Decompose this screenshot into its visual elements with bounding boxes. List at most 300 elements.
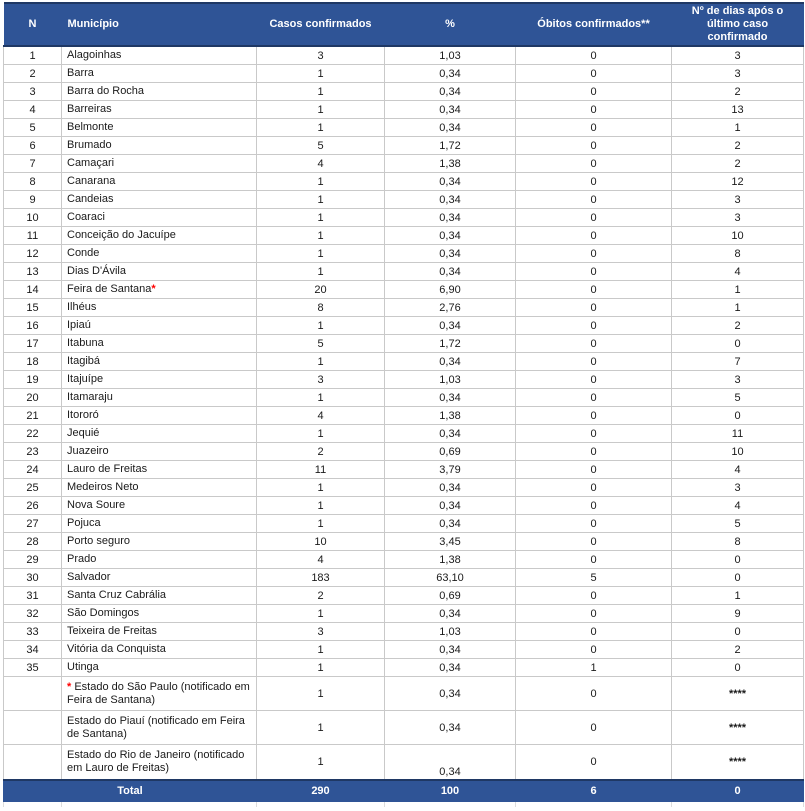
red-asterisk-prefix: * [67, 680, 75, 693]
municipio-name: Itabuna [67, 337, 104, 349]
col-header-dias-apos-ultimo-caso: Nº de dias após o último caso confirmado [672, 3, 804, 46]
cell-percent: 0,34 [385, 65, 516, 83]
cell-percent: 3,79 [385, 461, 516, 479]
cell-dias-apos-ultimo-caso: **** [672, 677, 804, 711]
col-header-obitos-confirmados: Óbitos confirmados** [516, 3, 672, 46]
cell-casos-confirmados: 1 [257, 263, 385, 281]
cell-obitos-confirmados: 0 [516, 389, 672, 407]
table-row [4, 281, 804, 299]
table-row [4, 587, 804, 605]
cell-percent: 0,34 [385, 191, 516, 209]
municipio-name: Feira de Santana [67, 283, 152, 295]
cell-obitos-confirmados: 0 [516, 407, 672, 425]
cell-percent: 1,72 [385, 335, 516, 353]
total-row [4, 780, 804, 802]
table-row [4, 119, 804, 137]
cell-dias-apos-ultimo-caso: 3 [672, 209, 804, 227]
cell-obitos-confirmados: 0 [516, 137, 672, 155]
total-percent: 100 [385, 780, 516, 802]
municipio-name: Ipiaú [67, 319, 91, 331]
table-row [4, 443, 804, 461]
table-row [4, 515, 804, 533]
cell-dias-apos-ultimo-caso: 1 [672, 587, 804, 605]
table-row [4, 407, 804, 425]
cell-n: 1 [4, 46, 62, 65]
cell-casos-confirmados: 1 [257, 353, 385, 371]
table-row [4, 137, 804, 155]
cell-municipio [62, 425, 257, 443]
municipio-name: Barra do Rocha [67, 85, 145, 97]
table-row [4, 479, 804, 497]
table-row [4, 425, 804, 443]
cell-n: 21 [4, 407, 62, 425]
cell-n: 27 [4, 515, 62, 533]
municipio-name: Medeiros Neto [67, 481, 139, 493]
table-row [4, 335, 804, 353]
col-header-casos-confirmados: Casos confirmados [257, 3, 385, 46]
cell-municipio [62, 227, 257, 245]
cell-obitos-confirmados: 0 [516, 605, 672, 623]
cell-n: 13 [4, 263, 62, 281]
cell-dias-apos-ultimo-caso: 3 [672, 191, 804, 209]
cell-n: 28 [4, 533, 62, 551]
table-row [4, 497, 804, 515]
col-header-municipio: Município [62, 3, 257, 46]
cell-obitos-confirmados: 0 [516, 461, 672, 479]
cell-obitos-confirmados: 0 [516, 227, 672, 245]
cell-n: 10 [4, 209, 62, 227]
cell-municipio [62, 281, 257, 299]
cell-dias-apos-ultimo-caso: **** [672, 711, 804, 745]
cell-dias-apos-ultimo-caso: 4 [672, 263, 804, 281]
table-row [4, 533, 804, 551]
cell-casos-confirmados: 3 [257, 46, 385, 65]
cell-casos-confirmados: 1 [257, 515, 385, 533]
cell-n [4, 677, 62, 711]
cell-dias-apos-ultimo-caso: 0 [672, 407, 804, 425]
cell-casos-confirmados: 1 [257, 83, 385, 101]
cell-percent: 0,34 [385, 389, 516, 407]
table-row [4, 245, 804, 263]
cell-percent: 0,34 [385, 209, 516, 227]
cell-casos-confirmados: 4 [257, 407, 385, 425]
table-row [4, 371, 804, 389]
total-label: Total [4, 780, 257, 802]
cell-n: 12 [4, 245, 62, 263]
cell-casos-confirmados: 1 [257, 245, 385, 263]
cell-n: 14 [4, 281, 62, 299]
cell-n: 22 [4, 425, 62, 443]
cell-municipio [62, 551, 257, 569]
cell-casos-confirmados: 1 [257, 745, 385, 781]
cell-n: 23 [4, 443, 62, 461]
table-row [4, 155, 804, 173]
cell-casos-confirmados: 3 [257, 623, 385, 641]
municipio-name: Lauro de Freitas [67, 463, 148, 475]
cell-dias-apos-ultimo-caso: 12 [672, 173, 804, 191]
cell-dias-apos-ultimo-caso: 0 [672, 335, 804, 353]
cell-casos-confirmados: 1 [257, 191, 385, 209]
cell-percent: 1,03 [385, 371, 516, 389]
table-row [4, 711, 804, 745]
cell-percent: 0,34 [385, 515, 516, 533]
cell-n: 19 [4, 371, 62, 389]
cell-dias-apos-ultimo-caso: 8 [672, 533, 804, 551]
municipio-name: Itajuípe [67, 373, 104, 385]
cell-obitos-confirmados: 0 [516, 299, 672, 317]
cell-municipio [62, 245, 257, 263]
municipio-name: Pojuca [67, 517, 101, 529]
cell-casos-confirmados: 3 [257, 371, 385, 389]
municipio-name: Porto seguro [67, 535, 130, 547]
cell-obitos-confirmados: 0 [516, 65, 672, 83]
cell-n: 6 [4, 137, 62, 155]
cell-percent: 0,34 [385, 641, 516, 659]
table-row [4, 101, 804, 119]
cell-n: 30 [4, 569, 62, 587]
cell-casos-confirmados: 2 [257, 587, 385, 605]
cell-municipio [62, 587, 257, 605]
municipio-name: Teixeira de Freitas [67, 625, 157, 637]
cell-obitos-confirmados: 0 [516, 711, 672, 745]
cell-dias-apos-ultimo-caso: 2 [672, 155, 804, 173]
cell-municipio [62, 191, 257, 209]
cell-percent: 2,76 [385, 299, 516, 317]
cell-casos-confirmados: 1 [257, 479, 385, 497]
cell-municipio [62, 335, 257, 353]
red-asterisk-suffix: * [151, 283, 156, 295]
total-dias: 0 [672, 780, 804, 802]
col-header-percent: % [385, 3, 516, 46]
cell-municipio [62, 515, 257, 533]
cell-percent: 0,69 [385, 587, 516, 605]
cell-n: 26 [4, 497, 62, 515]
cell-n: 20 [4, 389, 62, 407]
cell-municipio [62, 711, 257, 745]
cell-n: 35 [4, 659, 62, 677]
cell-percent: 0,34 [385, 353, 516, 371]
table-row [4, 641, 804, 659]
cell-casos-confirmados: 5 [257, 137, 385, 155]
cell-obitos-confirmados: 0 [516, 497, 672, 515]
cell-n: 8 [4, 173, 62, 191]
cell-municipio [62, 209, 257, 227]
table-row [4, 173, 804, 191]
cell-percent: 0,34 [385, 119, 516, 137]
cell-casos-confirmados: 1 [257, 119, 385, 137]
cell-percent: 0,34 [385, 659, 516, 677]
cell-n: 15 [4, 299, 62, 317]
municipio-name: Itamaraju [67, 391, 113, 403]
cell-n: 16 [4, 317, 62, 335]
municipio-name: Estado do Rio de Janeiro (notificado em Lauro de Freitas) [67, 749, 245, 774]
municipio-name: Juazeiro [67, 445, 109, 457]
cell-dias-apos-ultimo-caso: **** [672, 745, 804, 781]
table-row [4, 317, 804, 335]
cell-dias-apos-ultimo-caso: 9 [672, 605, 804, 623]
cell-dias-apos-ultimo-caso: 2 [672, 137, 804, 155]
cell-casos-confirmados: 1 [257, 389, 385, 407]
municipio-name: Conceição do Jacuípe [67, 229, 176, 241]
cell-municipio [62, 623, 257, 641]
cell-obitos-confirmados: 0 [516, 641, 672, 659]
cell-municipio [62, 46, 257, 65]
cell-municipio [62, 65, 257, 83]
cell-n: 2 [4, 65, 62, 83]
cell-obitos-confirmados: 0 [516, 83, 672, 101]
municipio-name: Jequié [67, 427, 100, 439]
cell-n: 29 [4, 551, 62, 569]
table-row [4, 191, 804, 209]
cell-casos-confirmados: 1 [257, 677, 385, 711]
cell-dias-apos-ultimo-caso: 13 [672, 101, 804, 119]
cell-casos-confirmados: 183 [257, 569, 385, 587]
cell-obitos-confirmados: 5 [516, 569, 672, 587]
cell-n: 11 [4, 227, 62, 245]
cell-percent: 0,34 [385, 479, 516, 497]
municipio-name: Itagibá [67, 355, 101, 367]
municipio-name: Estado do Piauí (notificado em Feira de Santana) [67, 714, 245, 740]
cell-municipio [62, 173, 257, 191]
cell-dias-apos-ultimo-caso: 10 [672, 227, 804, 245]
municipio-name: São Domingos [67, 607, 140, 619]
cell-percent: 0,34 [385, 263, 516, 281]
cell-casos-confirmados: 4 [257, 155, 385, 173]
cell-casos-confirmados: 4 [257, 551, 385, 569]
municipio-name: Vitória da Conquista [67, 643, 166, 655]
cell-dias-apos-ultimo-caso: 4 [672, 497, 804, 515]
table-row [4, 551, 804, 569]
cell-dias-apos-ultimo-caso: 5 [672, 389, 804, 407]
cell-municipio [62, 443, 257, 461]
cell-n: 25 [4, 479, 62, 497]
cell-municipio [62, 407, 257, 425]
cell-percent: 1,03 [385, 623, 516, 641]
municipio-name: Prado [67, 553, 97, 565]
cell-dias-apos-ultimo-caso: 0 [672, 569, 804, 587]
cell-municipio [62, 263, 257, 281]
cell-dias-apos-ultimo-caso: 1 [672, 299, 804, 317]
municipio-name: Barra [67, 67, 94, 79]
cell-percent: 0,69 [385, 443, 516, 461]
cell-municipio [62, 533, 257, 551]
table-row [4, 569, 804, 587]
cell-obitos-confirmados: 0 [516, 425, 672, 443]
cell-municipio [62, 137, 257, 155]
cell-dias-apos-ultimo-caso: 11 [672, 425, 804, 443]
municipio-name: Alagoinhas [67, 49, 122, 61]
table-row [4, 659, 804, 677]
municipio-name: Itororó [67, 409, 99, 421]
cell-obitos-confirmados: 0 [516, 209, 672, 227]
cell-casos-confirmados: 1 [257, 659, 385, 677]
cell-n: 33 [4, 623, 62, 641]
cell-n: 24 [4, 461, 62, 479]
total-obitos: 6 [516, 780, 672, 802]
cell-percent: 6,90 [385, 281, 516, 299]
cell-obitos-confirmados: 0 [516, 245, 672, 263]
cell-obitos-confirmados: 1 [516, 659, 672, 677]
municipio-name: Ilhéus [67, 301, 97, 313]
cell-obitos-confirmados: 0 [516, 317, 672, 335]
cell-percent: 0,34 [385, 101, 516, 119]
municipio-name: Barreiras [67, 103, 112, 115]
cell-percent: 0,34 [385, 173, 516, 191]
cell-casos-confirmados: 1 [257, 711, 385, 745]
cell-municipio [62, 569, 257, 587]
cell-obitos-confirmados: 0 [516, 191, 672, 209]
table-row [4, 461, 804, 479]
cell-casos-confirmados: 1 [257, 173, 385, 191]
cell-n: 34 [4, 641, 62, 659]
cell-casos-confirmados: 1 [257, 101, 385, 119]
cell-municipio [62, 461, 257, 479]
cell-dias-apos-ultimo-caso: 0 [672, 551, 804, 569]
cell-dias-apos-ultimo-caso: 7 [672, 353, 804, 371]
cell-municipio [62, 299, 257, 317]
cell-n: 17 [4, 335, 62, 353]
cell-municipio [62, 155, 257, 173]
cell-n: 31 [4, 587, 62, 605]
cell-casos-confirmados: 1 [257, 425, 385, 443]
cell-percent: 0,34 [385, 711, 516, 745]
cell-casos-confirmados: 1 [257, 65, 385, 83]
cell-percent: 63,10 [385, 569, 516, 587]
partial-next-row [4, 802, 804, 808]
cell-casos-confirmados: 1 [257, 209, 385, 227]
cell-municipio [62, 479, 257, 497]
cell-casos-confirmados: 1 [257, 227, 385, 245]
cell-percent: 0,34 [385, 605, 516, 623]
cell-dias-apos-ultimo-caso: 10 [672, 443, 804, 461]
cell-percent: 0,34 [385, 745, 516, 781]
cell-casos-confirmados: 1 [257, 641, 385, 659]
cell-percent: 0,34 [385, 317, 516, 335]
cell-n [4, 745, 62, 781]
cell-n: 32 [4, 605, 62, 623]
cell-obitos-confirmados: 0 [516, 479, 672, 497]
cell-percent: 0,34 [385, 677, 516, 711]
cell-municipio [62, 317, 257, 335]
cell-casos-confirmados: 1 [257, 497, 385, 515]
cell-dias-apos-ultimo-caso: 3 [672, 65, 804, 83]
cell-municipio [62, 353, 257, 371]
table-row [4, 353, 804, 371]
cell-percent: 0,34 [385, 497, 516, 515]
cell-dias-apos-ultimo-caso: 2 [672, 641, 804, 659]
cell-percent: 1,38 [385, 407, 516, 425]
cell-obitos-confirmados: 0 [516, 353, 672, 371]
table-row [4, 745, 804, 781]
cell-obitos-confirmados: 0 [516, 335, 672, 353]
cell-dias-apos-ultimo-caso: 2 [672, 83, 804, 101]
cell-obitos-confirmados: 0 [516, 46, 672, 65]
municipio-name: Salvador [67, 571, 111, 583]
municipio-name: Camaçari [67, 157, 115, 169]
municipio-name: Santa Cruz Cabrália [67, 589, 167, 601]
table-row [4, 623, 804, 641]
cell-obitos-confirmados: 0 [516, 587, 672, 605]
cell-n: 18 [4, 353, 62, 371]
cell-obitos-confirmados: 0 [516, 263, 672, 281]
cell-obitos-confirmados: 0 [516, 173, 672, 191]
cell-municipio [62, 101, 257, 119]
cell-percent: 1,72 [385, 137, 516, 155]
cell-casos-confirmados: 1 [257, 605, 385, 623]
municipio-name: Canarana [67, 175, 116, 187]
header-row [4, 3, 804, 46]
municipio-name: Brumado [67, 139, 112, 151]
cell-n: 4 [4, 101, 62, 119]
municipio-name: Utinga [67, 661, 99, 673]
cell-obitos-confirmados: 0 [516, 371, 672, 389]
cell-percent: 0,34 [385, 425, 516, 443]
table-row [4, 389, 804, 407]
cell-percent: 3,45 [385, 533, 516, 551]
cell-percent: 0,34 [385, 83, 516, 101]
cell-dias-apos-ultimo-caso: 3 [672, 371, 804, 389]
table-row [4, 227, 804, 245]
cell-n: 5 [4, 119, 62, 137]
cell-obitos-confirmados: 0 [516, 443, 672, 461]
cell-municipio [62, 389, 257, 407]
table-row [4, 209, 804, 227]
table-row [4, 46, 804, 65]
cell-n: 3 [4, 83, 62, 101]
cell-municipio [62, 83, 257, 101]
municipio-name: Coaraci [67, 211, 105, 223]
cell-municipio [62, 605, 257, 623]
cell-casos-confirmados: 11 [257, 461, 385, 479]
cell-casos-confirmados: 8 [257, 299, 385, 317]
covid-municipios-table [3, 2, 804, 807]
cell-obitos-confirmados: 0 [516, 515, 672, 533]
cell-dias-apos-ultimo-caso: 1 [672, 281, 804, 299]
cell-dias-apos-ultimo-caso: 3 [672, 46, 804, 65]
cell-dias-apos-ultimo-caso: 2 [672, 317, 804, 335]
cell-obitos-confirmados: 0 [516, 101, 672, 119]
cell-municipio [62, 659, 257, 677]
cell-dias-apos-ultimo-caso: 8 [672, 245, 804, 263]
cell-casos-confirmados: 10 [257, 533, 385, 551]
municipio-name: Dias D'Ávila [67, 265, 126, 277]
cell-casos-confirmados: 5 [257, 335, 385, 353]
cell-dias-apos-ultimo-caso: 1 [672, 119, 804, 137]
table-row [4, 65, 804, 83]
cell-dias-apos-ultimo-caso: 3 [672, 479, 804, 497]
cell-municipio [62, 745, 257, 781]
cell-obitos-confirmados: 0 [516, 745, 672, 781]
cell-dias-apos-ultimo-caso: 5 [672, 515, 804, 533]
table-row [4, 299, 804, 317]
municipio-name: Nova Soure [67, 499, 126, 511]
municipio-name: Estado do São Paulo (notificado em Feira de Santana) [67, 680, 250, 706]
cell-municipio [62, 371, 257, 389]
table-row [4, 605, 804, 623]
municipio-name: Candeias [67, 193, 114, 205]
col-header-n: N [4, 3, 62, 46]
cell-obitos-confirmados: 0 [516, 623, 672, 641]
cell-obitos-confirmados: 0 [516, 119, 672, 137]
cell-municipio [62, 119, 257, 137]
municipio-name: Belmonte [67, 121, 114, 133]
total-casos: 290 [257, 780, 385, 802]
cell-casos-confirmados: 1 [257, 317, 385, 335]
cell-n [4, 711, 62, 745]
cell-n: 7 [4, 155, 62, 173]
municipio-name: Conde [67, 247, 100, 259]
cell-casos-confirmados: 20 [257, 281, 385, 299]
